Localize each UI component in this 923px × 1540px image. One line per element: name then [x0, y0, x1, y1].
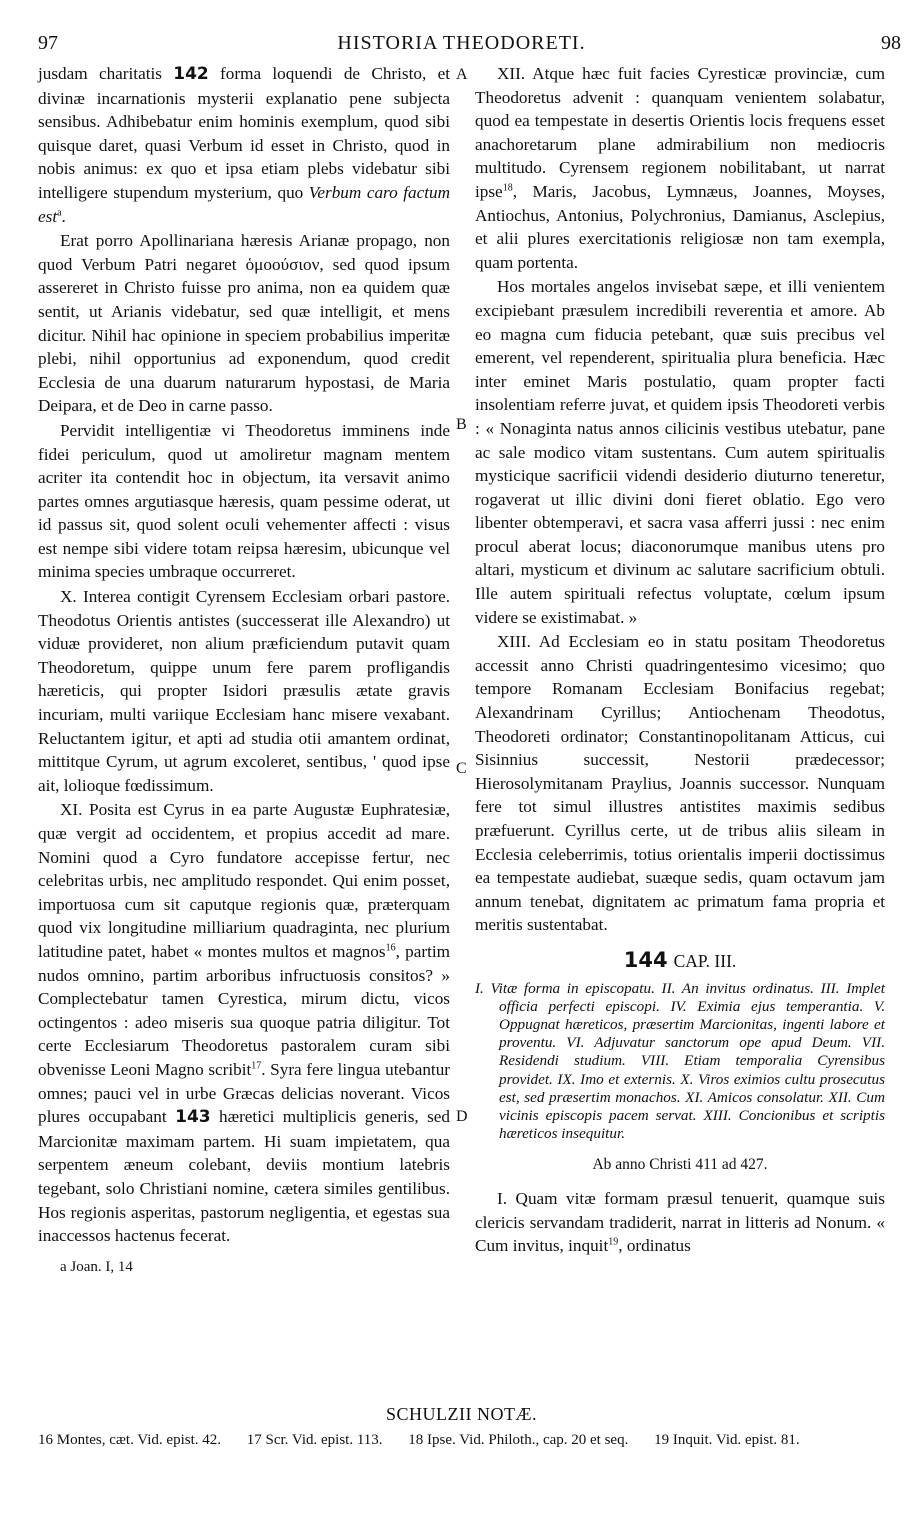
- footnote-ref-16: 16: [385, 942, 396, 954]
- footnote-ref-18: 18: [502, 182, 513, 194]
- column-marker-143: 143: [175, 1107, 211, 1128]
- column-marker-142: 142: [173, 64, 209, 84]
- page-number-left: 97: [38, 32, 58, 54]
- paragraph-section-xi: XI. Posita est Cyrus in ea parte Augustæ Euphratesiæ, quæ vergit ad occidentem, et propius accedit ad mare. Nomini quod a Cyro fundatore accepisse fertur, nec celebritas urbis, nec amplitudo respondet. Qui enim posset, importuosa cum sit caputque regionis quæ, præterquam quod vix longitudine milliarium quadraginta, nec plurium latitudine patet, habet « montes multos et magnos$^{16}$, partim nudos omnino, partim arboribus infructuosis consitos? » Complectebatur tamen Cyrestica, mirum dictu, vicos octingentos : adeo miseris sua quoque patria diligitur. Tot certe Ecclesiarum Theodoretus pastoralem curam sibi obvenisse Leoni Magno scribit$^{17}$. Syra fere lingua utebantur omnes; pauci vel in urbe Græcas delicias noverant. Vicos plures occupabant 143 hæretici multiplicis generis, sed Marcionitæ maximam partem. Hi suam impietatem, qua serpentem æneum colebant, deviis montium latebris tegebant, solo Christiani nomine, cætera similes gentilibus. Hos regionis asperitas, pastorum negligentia, et egestas sua inaccessos hactenus fecerat.: [38, 800, 451, 1246]
- left-column: [38, 62, 450, 1279]
- margin-letter-c: C: [456, 760, 467, 777]
- footnote-ref-a: a: [57, 206, 62, 218]
- margin-letter-a: A: [456, 66, 468, 83]
- margin-letter-d: D: [456, 1108, 468, 1125]
- paragraph: Hos mortales angelos invisebat sæpe, et illi venientem excipiebant præsulem incredibili reverentia et amore. Ab eo magna cum fiducia petebant, quæ suis precibus vel emerent, vel rependerent, spiritualia plura beneficia. Hæc inter eminet Maris postulatio, quam propter facti insolentiam referre juvat, et quidem ipsis Theodoreti verbis : « Nonaginta natus annos cilicinis vestibus utebatur, pane ac sale modico vitam sustentans. Cum autem spiritualis mysticique sacrificii videndi desiderio diuturno teneretur, rogaverat ut illic divini doni fieret oblatio. Ego vero libenter obtemperavi, et sacra vasa afferri jussi : nec enim procul aberat locus; diaconorumque manibus utens pro altari, mysticum et divinum ac salutare sacrificium obtuli. Ille autem spirituali refectus voluptate, cœlum ipsum videre se existimabat. »: [475, 277, 885, 627]
- note-19: 19 Inquit. Vid. epist. 81.: [654, 1432, 800, 1448]
- margin-letter-b: B: [456, 416, 467, 433]
- paragraph-section-i: I. Quam vitæ formam præsul tenuerit, quamque suis clericis servandam tradiderit, narrat in litteris ad Nonum. « Cum invitus, inquit$^{19}$, ordinatus: [475, 1188, 885, 1256]
- paragraph-section-x: X. Interea contigit Cyrensem Ecclesiam orbari pastore. Theodotus Orientis antistes (successerat ille Alexandro) ut viduæ provideret, non alium præficiendum putavit quam Theodoretum, quippe unum fere parem profligandis hæreticis, qui propter Isidori præsulis ætate gravis incuriam, multi variique Ecclesiam hanc misere vexabant. Reluctantem igitur, et apti ad studia otii amantem ordinat, mittitque Cyrum, ut agrum excoleret, sentibus, ' quod ipse ait, lolioque fœdissimum.: [38, 587, 450, 795]
- notes-block: [38, 1430, 888, 1450]
- paragraph: Pervidit intelligentiæ vi Theodoretus imminens inde fidei periculum, quod ut amoliretur magnam mentem acriter ita contendit hoc in objectum, ita versavit animo partes omnes argutiasque hæresis, quam pessime oderat, ut id passus sit, quod solent oculi vehementer affecti : visus est nempe sibi videre totam reipsa hæresim, ubicunque vel minima species umbraque occurreret.: [38, 420, 450, 582]
- chapter-summary: I. Vitæ forma in episcopatu. II. An invitus ordinatus. III. Implet officia perfecti episcopi. IV. Eximia ejus temperantia. V. Oppugnat hæreticos, præsertim Marcionitas, ingenti labore et proventu. VI. Adjuvatur sanctorum ope apud Deum. VII. Residendi studium. VIII. Etiam temporalia Cyrensibus providet. IX. Imo et externis. X. Viros eximios cultu prosecutus est, sed præsertim monachos. XI. Amicos consolatur. XII. Cum vicinis episcopis pacem servat. XIII. Concionibus et scriptis hæreticos insequitur.: [475, 979, 885, 1143]
- paragraph-section-xii: XII. Atque hæc fuit facies Cyresticæ provinciæ, cum Theodoretus advenit : quanquam venientem solabatur, quod ea tempestate in desertis Orientis locis frequens esset anachoretarum plane admirabilium non mediocris multitudo. Cyrensem regionem nobilitabant, ut narrat ipse$^{18}$, Maris, Jacobus, Lymnæus, Joannes, Moyses, Antiochus, Antonius, Polychronius, Damianus, Asclepius, et alii plures exercitationis religiosæ non tam exempla, quam portenta.: [475, 64, 885, 272]
- right-column: [475, 62, 885, 1258]
- notes-heading: SCHULZII NOTÆ.: [386, 1404, 537, 1424]
- running-title: HISTORIA THEODORETI.: [337, 32, 586, 54]
- note-17: 17 Scr. Vid. epist. 113.: [246, 1432, 383, 1448]
- column-marker-144: 144: [623, 947, 668, 972]
- running-header: [0, 32, 923, 60]
- footnote-ref-19: 19: [608, 1236, 619, 1248]
- page-number-right: 98: [881, 32, 901, 54]
- footnote-a: a Joan. I, 14: [60, 1258, 133, 1275]
- chapter-heading: [475, 949, 885, 974]
- footnote-ref-17: 17: [251, 1060, 262, 1072]
- chapter-title: CAP. III.: [673, 950, 737, 971]
- paragraph: Erat porro Apollinariana hæresis Arianæ propago, non quod Verbum Patri negaret ὁμοούσιον, sed quod ipsum assereret in Christo fuisse pro anima, non ea quidem quæ sentit, ut Arianis videbatur, sed quæ intelligit, et mens dicitur. Nihil hac opinione in speciem probabilius imperitæ plebi, nihil opportunius ad exponendum, quod credit Ecclesia de una duarum naturarum hypostasi, de Maria Deipara, et de Deo in carne passo.: [38, 231, 450, 416]
- note-16: 16 Montes, cæt. Vid. epist. 42.: [38, 1432, 221, 1448]
- paragraph: jusdam charitatis 142 forma loquendi de Christo, et divinæ incarnationis mysterii explanatio pene subjecta sensibus. Adhibebatur enim hominis exemplum, quod sibi quisque daret, quasi Verbum id esset in Christo, quod in nobis animus: ex quo et ipsa etiam plebs videbatur sibi intelligere stupendum mysterium, quo Verbum caro factum est$^a$.: [38, 64, 450, 226]
- chapter-dateline: Ab anno Christi 411 ad 427.: [592, 1156, 768, 1174]
- paragraph-section-xiii: XIII. Ad Ecclesiam eo in statu positam Theodoretus accessit anno Christi quadringentesimo vicesimo; quo tempore Romanam Ecclesiam Bonifacius regebat; Alexandrinam Cyrillus; Antiochenam Theodotus, Theodoreti ordinator; Constantinopolitanam Atticus, cui Sisinnius successit, Nestorii prædecessor; Hierosolymitanam Praylius, Joannis successor. Nunquam fere tot simul illustres antistites maximis sedibus præfuerunt. Cyrillus certe, ut de tribus aliis sileam in Ecclesia celeberrimis, totius orientalis imperii doctissimus ea tempestate audiebat, suæque sedis, quam octavum jam annum tenebat, dignitatem ac primatum fama propria et meritis sustentabat.: [475, 632, 885, 935]
- note-18: 18 Ipse. Vid. Philoth., cap. 20 et seq.: [408, 1432, 629, 1448]
